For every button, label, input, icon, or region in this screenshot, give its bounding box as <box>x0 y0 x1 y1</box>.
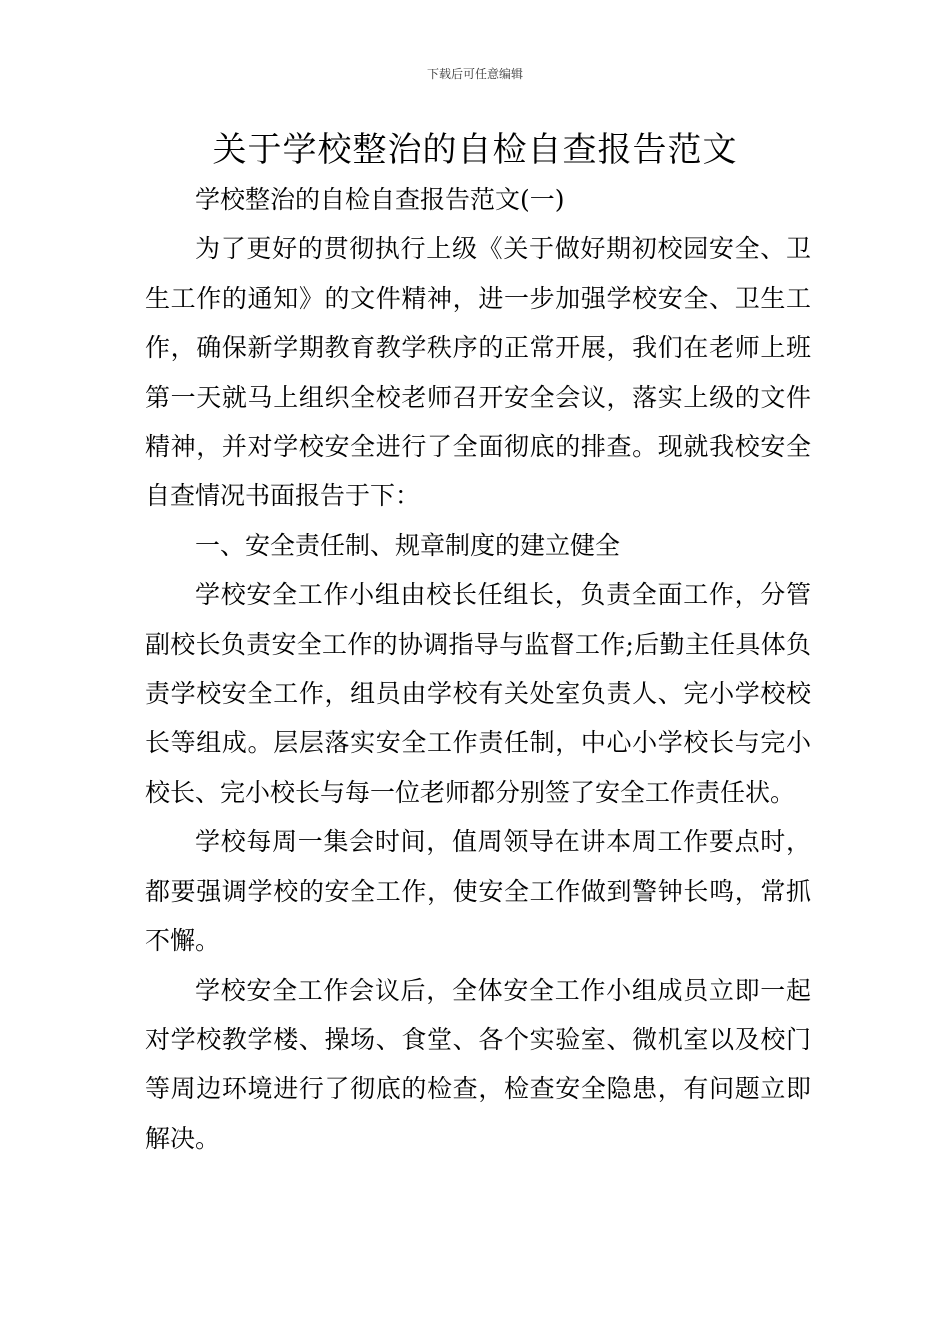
paragraph-intro: 为了更好的贯彻执行上级《关于做好期初校园安全、卫生工作的通知》的文件精神，进一步加强学校安全、卫生工作，确保新学期教育教学秩序的正常开展，我们在老师上班第一天就马上组织全校老师召开安全会议，落实上级的文件精神，并对学校安全进行了全面彻底的排查。现就我校安全自查情况书面报告于下： <box>145 234 811 511</box>
paragraph-safety-team: 学校安全工作小组由校长任组长，负责全面工作，分管副校长负责安全工作的协调指导与监督工作;后勤主任具体负责学校安全工作，组员由学校有关处室负责人、完小学校校长等组成。层层落实安全工作责任制，中心小学校长与完小校长、完小校长与每一位老师都分别签了安全工作责任状。 <box>145 580 811 807</box>
paragraph-weekly-meeting: 学校每周一集会时间，值周领导在讲本周工作要点时，都要强调学校的安全工作，使安全工作做到警钟长鸣，常抓不懈。 <box>145 827 811 956</box>
paragraph-inspection: 学校安全工作会议后，全体安全工作小组成员立即一起对学校教学楼、操场、食堂、各个实验室、微机室以及校门等周边环境进行了彻底的检查，检查安全隐患，有问题立即解决。 <box>145 975 811 1153</box>
header-note: 下载后可任意编辑 <box>426 67 523 81</box>
paragraph-subtitle: 学校整治的自检自查报告范文(一) <box>195 185 565 214</box>
section-heading-1: 一、安全责任制、规章制度的建立健全 <box>195 530 621 560</box>
document-body <box>145 175 811 1163</box>
document-title: 关于学校整治的自检自查报告范文 <box>212 130 738 170</box>
